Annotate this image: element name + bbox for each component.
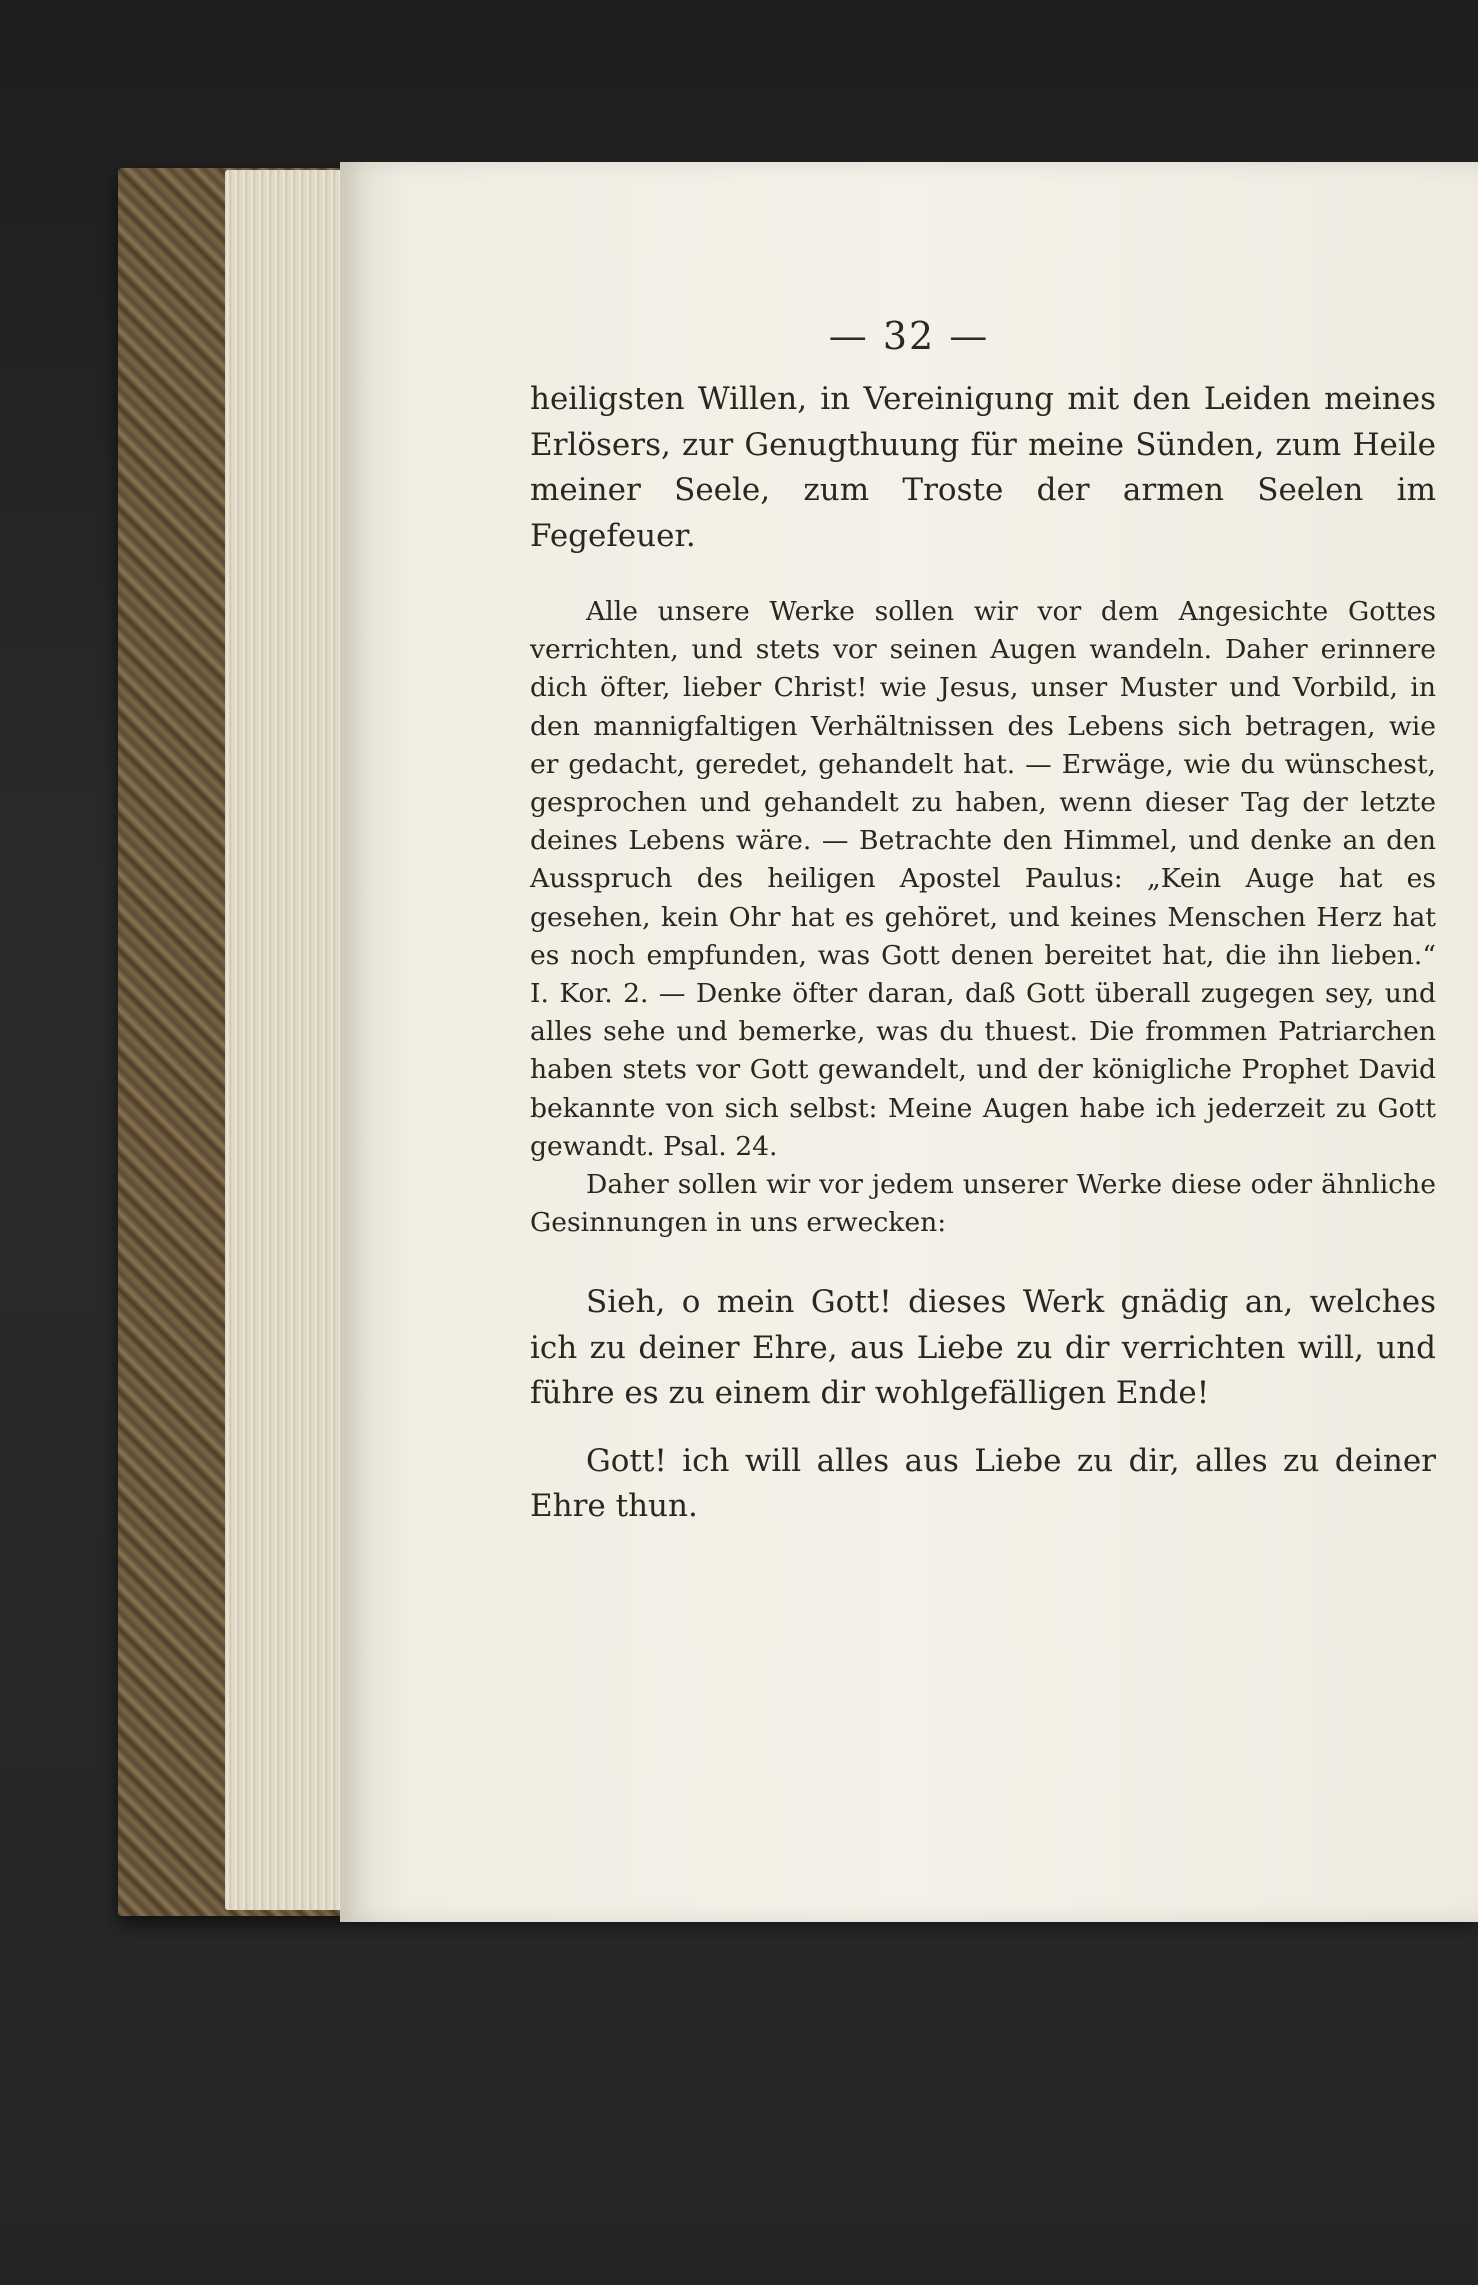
paragraph-main: Alle unsere Werke sollen wir vor dem Angesichte Gottes verrichten, und stets vor seinen Augen wandeln. Daher erinnere dich öfter, lieber Christ! wie Jesus, unser Muster und Vorbild, in den mannigfaltigen Verhältnissen des Lebens sich betragen, wie er gedacht, geredet, gehandelt hat. — Erwäge, wie du wünschest, gesprochen und gehandelt zu haben, wenn dieser Tag der letzte deines Lebens wäre. — Betrachte den Himmel, und denke an den Ausspruch des heiligen Apostel Paulus: „Kein Auge hat es gesehen, kein Ohr hat es gehöret, und keines Menschen Herz hat es noch empfunden, was Gott denen bereitet hat, die ihn lieben.“ I. Kor. 2. — Denke öfter daran, daß Gott überall zugegen sey, und alles sehe und bemerke, was du thuest. Die frommen Patriarchen haben stets vor Gott gewandelt, und der königliche Prophet David bekannte von sich selbst: Meine Augen habe ich jederzeit zu Gott gewandt. Psal. 24. [530,596,1436,1162]
prayer-1: Sieh, o mein Gott! dieses Werk gnädig an, welches ich zu deiner Ehre, aus Liebe zu dir verrichten will, und führe es zu einem dir wohlgefälligen Ende! [530,1284,1436,1412]
paragraph-intro: Daher sollen wir vor jedem unserer Werke diese oder ähnliche Gesinnungen in uns erwecken: [530,1169,1436,1239]
prayer-2: Gott! ich will alles aus Liebe zu dir, alles zu deiner Ehre thun. [530,1442,1436,1525]
book-page [340,162,1478,1922]
page-number: — 32 — [828,314,990,358]
paragraph-continuation: heiligsten Willen, in Vereinigung mit den Leiden meines Erlösers, zur Genugthuung für meine Sünden, zum Heile meiner Seele, zum Troste der armen Seelen im Fegefeuer. [530,381,1436,554]
text-block [530,377,1436,1530]
page-edges [225,170,355,1910]
